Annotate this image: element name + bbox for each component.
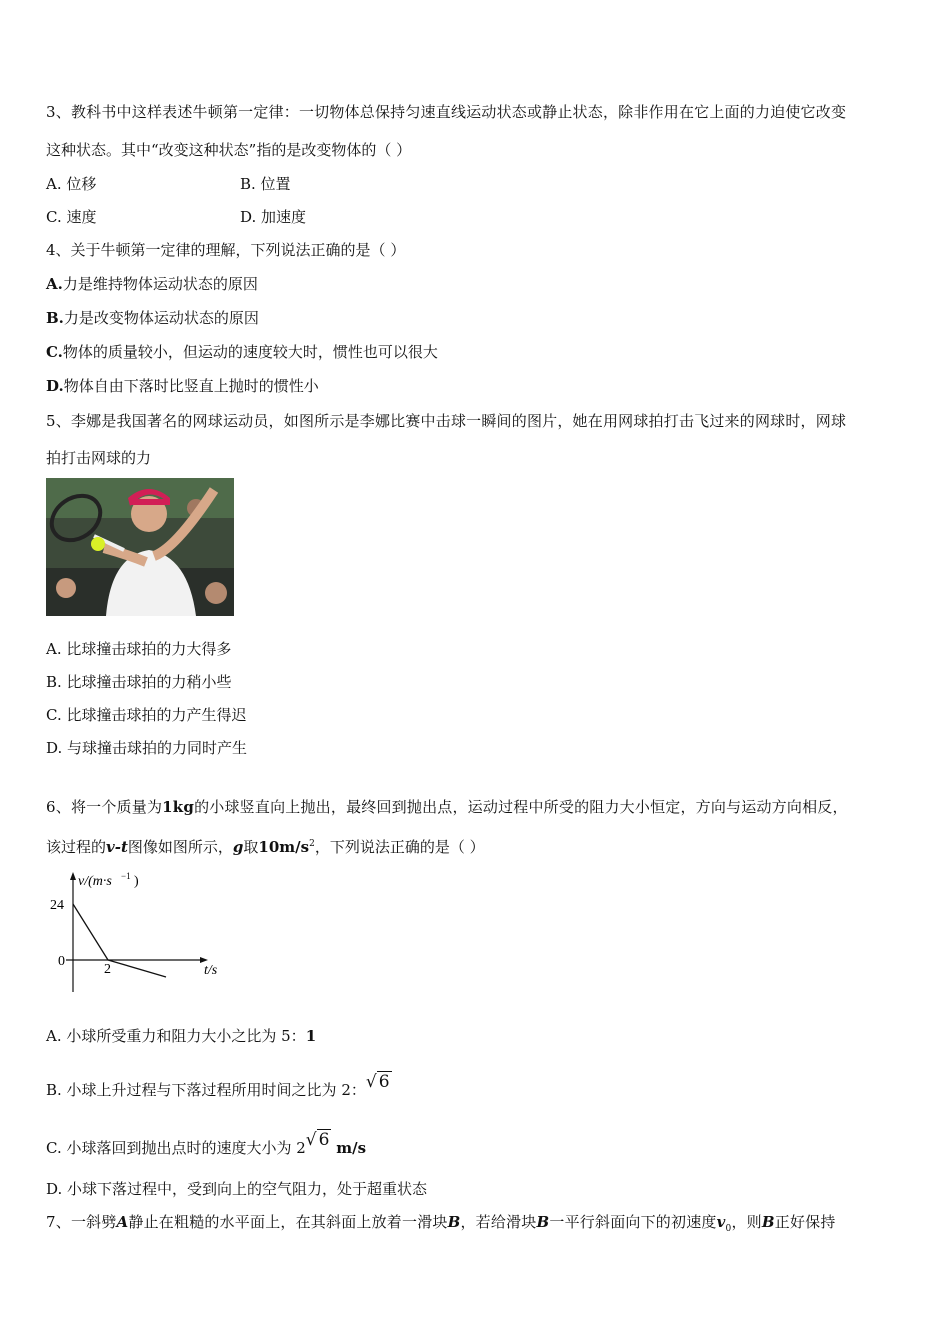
- vt-graph: [44, 870, 234, 1000]
- q4-option-b: B.力是改变物体运动状态的原因: [46, 309, 259, 327]
- y-axis-label-end: ): [134, 874, 139, 889]
- sqrt-six: √ 6: [305, 1130, 330, 1150]
- q3-option-b: B. 位置: [240, 175, 291, 193]
- q4-option-a: A.力是维持物体运动状态的原因: [46, 275, 258, 293]
- q3-stem-line2: 这种状态。其中“改变这种状态”指的是改变物体的（ ）: [46, 141, 412, 159]
- origin-label: 0: [58, 954, 65, 969]
- vt-line-up: [73, 904, 108, 960]
- q3-option-a: A. 位移: [46, 175, 97, 193]
- q7-stem: 7、一斜劈A静止在粗糙的水平面上，在其斜面上放着一滑块B，若给滑块B一平行斜面向下的初速度$v_0$，则B正好保持: [46, 1213, 836, 1234]
- q4-stem: 4、关于牛顿第一定律的理解，下列说法正确的是（ ）: [46, 241, 406, 259]
- q6-option-a: A. 小球所受重力和阻力大小之比为 5：1: [46, 1027, 317, 1045]
- q5-option-c: C. 比球撞击球拍的力产生得迟: [46, 706, 247, 724]
- x-axis-label: t/s: [204, 963, 218, 978]
- q6-stem-line1: 6、将一个质量为1kg的小球竖直向上抛出，最终回到抛出点，运动过程中所受的阻力大小恒定，方向与运动方向相反，: [46, 798, 848, 816]
- q5-stem-line1: 5、李娜是我国著名的网球运动员，如图所示是李娜比赛中击球一瞬间的图片，她在用网球拍打击飞过来的网球时，网球: [46, 412, 847, 430]
- tennis-player-photo: [46, 478, 234, 616]
- q3-option-c: C. 速度: [46, 208, 97, 226]
- q6-option-d: D. 小球下落过程中，受到向上的空气阻力，处于超重状态: [46, 1180, 428, 1198]
- q6-stem-line2: 该过程的v-t图像如图所示，g取$10m/s^2$，下列说法正确的是（ ）: [46, 838, 485, 856]
- y-axis-label-sup: −1: [121, 871, 131, 881]
- q4-option-c: C.物体的质量较小，但运动的速度较大时，惯性也可以很大: [46, 343, 438, 361]
- q6-option-c: C. 小球落回到抛出点时的速度大小为 2√ 6 m/s: [46, 1130, 367, 1157]
- y-axis-label: v/(m·s: [78, 874, 112, 889]
- y-tick-label: 24: [50, 898, 64, 913]
- q5-stem-line2: 拍打击网球的力: [46, 449, 152, 467]
- q3-stem-line1: 3、教科书中这样表述牛顿第一定律：一切物体总保持匀速直线运动状态或静止状态，除非作用在它上面的力迫使它改变: [46, 103, 847, 121]
- q5-option-b: B. 比球撞击球拍的力稍小些: [46, 673, 232, 691]
- q4-option-d: D.物体自由下落时比竖直上抛时的惯性小: [46, 377, 319, 395]
- q5-option-a: A. 比球撞击球拍的力大得多: [46, 640, 232, 658]
- vt-line-down: [108, 960, 166, 977]
- q5-option-d: D. 与球撞击球拍的力同时产生: [46, 739, 248, 757]
- sqrt-six: √ 6: [365, 1072, 390, 1092]
- x-tick-label: 2: [104, 962, 111, 977]
- y-axis-arrow-icon: [70, 872, 76, 880]
- q3-option-d: D. 加速度: [240, 208, 307, 226]
- q6-option-b: B. 小球上升过程与下落过程所用时间之比为 2：√ 6: [46, 1072, 390, 1099]
